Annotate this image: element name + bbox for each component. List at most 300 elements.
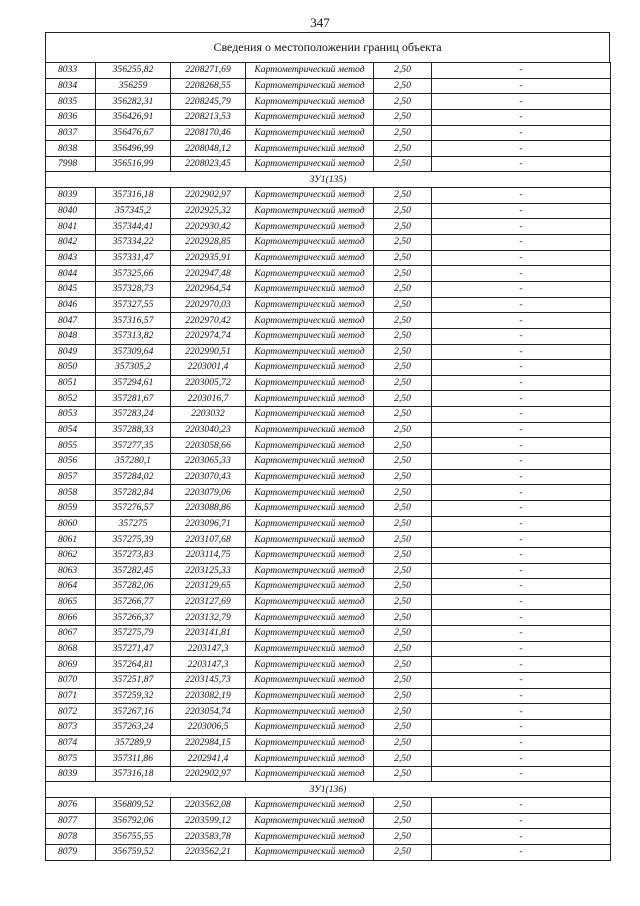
x-coordinate-cell: 357267,16 [96,704,171,720]
note-cell: - [432,375,611,391]
table-row [46,94,611,110]
y-coordinate-cell: 2203132,79 [171,610,246,626]
y-coordinate-cell: 2203145,73 [171,672,246,688]
x-coordinate-cell: 356516,99 [96,156,171,172]
point-id-cell: 8054 [46,422,96,438]
x-coordinate-cell: 357283,24 [96,407,171,423]
point-id-cell: 8073 [46,719,96,735]
note-cell: - [432,156,611,172]
x-coordinate-cell: 357289,9 [96,735,171,751]
note-cell: - [432,109,611,125]
precision-cell: 2,50 [374,532,432,548]
note-cell: - [432,516,611,532]
note-cell: - [432,610,611,626]
x-coordinate-cell: 357313,82 [96,328,171,344]
note-cell: - [432,78,611,94]
method-cell: Картометрический метод [246,203,374,219]
precision-cell: 2,50 [374,641,432,657]
point-id-cell: 8061 [46,532,96,548]
precision-cell: 2,50 [374,281,432,297]
table-row [46,391,611,407]
table-row [46,438,611,454]
x-coordinate-cell: 356809,52 [96,798,171,814]
table-row [46,516,611,532]
table-row [46,719,611,735]
table-row [46,250,611,266]
x-coordinate-cell: 357263,24 [96,719,171,735]
table-row [46,328,611,344]
precision-cell: 2,50 [374,485,432,501]
point-id-cell: 8069 [46,657,96,673]
section-label: ЗУ1(135) [46,172,611,188]
precision-cell: 2,50 [374,688,432,704]
precision-cell: 2,50 [374,266,432,282]
x-coordinate-cell: 357344,41 [96,219,171,235]
note-cell: - [432,344,611,360]
y-coordinate-cell: 2202990,51 [171,344,246,360]
note-cell: - [432,485,611,501]
note-cell: - [432,422,611,438]
point-id-cell: 8036 [46,109,96,125]
x-coordinate-cell: 357277,35 [96,438,171,454]
x-coordinate-cell: 357266,77 [96,594,171,610]
x-coordinate-cell: 357316,18 [96,766,171,782]
y-coordinate-cell: 2203001,4 [171,360,246,376]
table-row [46,313,611,329]
precision-cell: 2,50 [374,547,432,563]
method-cell: Картометрический метод [246,250,374,266]
note-cell: - [432,454,611,470]
note-cell: - [432,829,611,845]
y-coordinate-cell: 2203147,3 [171,657,246,673]
method-cell: Картометрический метод [246,500,374,516]
table-row [46,845,611,861]
x-coordinate-cell: 357328,73 [96,281,171,297]
y-coordinate-cell: 2203082,19 [171,688,246,704]
x-coordinate-cell: 357282,06 [96,579,171,595]
method-cell: Картометрический метод [246,94,374,110]
point-id-cell: 8065 [46,594,96,610]
point-id-cell: 8045 [46,281,96,297]
precision-cell: 2,50 [374,610,432,626]
precision-cell: 2,50 [374,407,432,423]
table-row [46,735,611,751]
precision-cell: 2,50 [374,109,432,125]
note-cell: - [432,532,611,548]
precision-cell: 2,50 [374,63,432,79]
y-coordinate-cell: 2202947,48 [171,266,246,282]
note-cell: - [432,266,611,282]
y-coordinate-cell: 2203054,74 [171,704,246,720]
y-coordinate-cell: 2203016,7 [171,391,246,407]
note-cell: - [432,328,611,344]
y-coordinate-cell: 2203006,5 [171,719,246,735]
y-coordinate-cell: 2203065,33 [171,454,246,470]
table-row [46,672,611,688]
table-row [46,532,611,548]
y-coordinate-cell: 2208268,55 [171,78,246,94]
table-row [46,813,611,829]
method-cell: Картометрический метод [246,469,374,485]
method-cell: Картометрический метод [246,360,374,376]
point-id-cell: 8039 [46,188,96,204]
note-cell: - [432,360,611,376]
table-row [46,766,611,782]
x-coordinate-cell: 356496,99 [96,141,171,157]
point-id-cell: 8068 [46,641,96,657]
y-coordinate-cell: 2202930,42 [171,219,246,235]
note-cell: - [432,672,611,688]
note-cell: - [432,438,611,454]
y-coordinate-cell: 2202925,32 [171,203,246,219]
note-cell: - [432,845,611,861]
method-cell: Картометрический метод [246,813,374,829]
x-coordinate-cell: 357311,86 [96,751,171,767]
y-coordinate-cell: 2203079,06 [171,485,246,501]
precision-cell: 2,50 [374,657,432,673]
point-id-cell: 8060 [46,516,96,532]
point-id-cell: 8043 [46,250,96,266]
precision-cell: 2,50 [374,469,432,485]
precision-cell: 2,50 [374,125,432,141]
y-coordinate-cell: 2203562,08 [171,798,246,814]
note-cell: - [432,125,611,141]
method-cell: Картометрический метод [246,454,374,470]
method-cell: Картометрический метод [246,313,374,329]
point-id-cell: 8058 [46,485,96,501]
section-row [46,782,611,798]
y-coordinate-cell: 2203129,65 [171,579,246,595]
table-row [46,344,611,360]
precision-cell: 2,50 [374,313,432,329]
x-coordinate-cell: 356282,31 [96,94,171,110]
method-cell: Картометрический метод [246,845,374,861]
x-coordinate-cell: 357271,47 [96,641,171,657]
point-id-cell: 8035 [46,94,96,110]
y-coordinate-cell: 2203032 [171,407,246,423]
table-row [46,469,611,485]
point-id-cell: 8040 [46,203,96,219]
point-id-cell: 8033 [46,63,96,79]
x-coordinate-cell: 357282,84 [96,485,171,501]
precision-cell: 2,50 [374,672,432,688]
method-cell: Картометрический метод [246,141,374,157]
precision-cell: 2,50 [374,328,432,344]
y-coordinate-cell: 2202964,54 [171,281,246,297]
note-cell: - [432,563,611,579]
point-id-cell: 8049 [46,344,96,360]
method-cell: Картометрический метод [246,109,374,125]
point-id-cell: 8075 [46,751,96,767]
note-cell: - [432,579,611,595]
note-cell: - [432,688,611,704]
point-id-cell: 8053 [46,407,96,423]
table-row [46,500,611,516]
precision-cell: 2,50 [374,78,432,94]
precision-cell: 2,50 [374,798,432,814]
y-coordinate-cell: 2203125,33 [171,563,246,579]
x-coordinate-cell: 357276,57 [96,500,171,516]
precision-cell: 2,50 [374,594,432,610]
x-coordinate-cell: 356755,55 [96,829,171,845]
method-cell: Картометрический метод [246,532,374,548]
note-cell: - [432,219,611,235]
table-row [46,485,611,501]
table-row [46,594,611,610]
note-cell: - [432,407,611,423]
method-cell: Картометрический метод [246,156,374,172]
precision-cell: 2,50 [374,344,432,360]
method-cell: Картометрический метод [246,438,374,454]
x-coordinate-cell: 357334,22 [96,235,171,251]
x-coordinate-cell: 357273,83 [96,547,171,563]
y-coordinate-cell: 2203147,3 [171,641,246,657]
y-coordinate-cell: 2203599,12 [171,813,246,829]
table-row [46,109,611,125]
x-coordinate-cell: 357309,64 [96,344,171,360]
y-coordinate-cell: 2203127,69 [171,594,246,610]
precision-cell: 2,50 [374,766,432,782]
y-coordinate-cell: 2203141,81 [171,626,246,642]
method-cell: Картометрический метод [246,657,374,673]
y-coordinate-cell: 2202902,97 [171,766,246,782]
precision-cell: 2,50 [374,813,432,829]
table-row [46,454,611,470]
y-coordinate-cell: 2203107,68 [171,532,246,548]
boundary-table [45,32,610,861]
x-coordinate-cell: 356759,52 [96,845,171,861]
table-row [46,422,611,438]
x-coordinate-cell: 357275,79 [96,626,171,642]
point-id-cell: 8042 [46,235,96,251]
coordinates-table [45,62,611,861]
table-row [46,375,611,391]
method-cell: Картометрический метод [246,766,374,782]
point-id-cell: 8048 [46,328,96,344]
method-cell: Картометрический метод [246,594,374,610]
y-coordinate-cell: 2208245,79 [171,94,246,110]
method-cell: Картометрический метод [246,125,374,141]
page-number: 347 [310,15,330,30]
x-coordinate-cell: 356476,67 [96,125,171,141]
point-id-cell: 8072 [46,704,96,720]
note-cell: - [432,297,611,313]
table-row [46,141,611,157]
method-cell: Картометрический метод [246,78,374,94]
table-row [46,407,611,423]
y-coordinate-cell: 2208170,46 [171,125,246,141]
method-cell: Картометрический метод [246,281,374,297]
point-id-cell: 8070 [46,672,96,688]
method-cell: Картометрический метод [246,391,374,407]
x-coordinate-cell: 357316,57 [96,313,171,329]
method-cell: Картометрический метод [246,485,374,501]
note-cell: - [432,751,611,767]
method-cell: Картометрический метод [246,422,374,438]
point-id-cell: 8064 [46,579,96,595]
y-coordinate-cell: 2203058,66 [171,438,246,454]
table-row [46,579,611,595]
note-cell: - [432,704,611,720]
x-coordinate-cell: 356255,82 [96,63,171,79]
y-coordinate-cell: 2202928,85 [171,235,246,251]
point-id-cell: 8038 [46,141,96,157]
point-id-cell: 8078 [46,829,96,845]
method-cell: Картометрический метод [246,297,374,313]
method-cell: Картометрический метод [246,829,374,845]
x-coordinate-cell: 357345,2 [96,203,171,219]
y-coordinate-cell: 2202902,97 [171,188,246,204]
table-row [46,641,611,657]
method-cell: Картометрический метод [246,579,374,595]
y-coordinate-cell: 2208271,69 [171,63,246,79]
precision-cell: 2,50 [374,219,432,235]
note-cell: - [432,500,611,516]
x-coordinate-cell: 357284,02 [96,469,171,485]
y-coordinate-cell: 2202974,74 [171,328,246,344]
y-coordinate-cell: 2208048,12 [171,141,246,157]
point-id-cell: 8052 [46,391,96,407]
point-id-cell: 8044 [46,266,96,282]
precision-cell: 2,50 [374,626,432,642]
point-id-cell: 8062 [46,547,96,563]
precision-cell: 2,50 [374,579,432,595]
note-cell: - [432,594,611,610]
point-id-cell: 8079 [46,845,96,861]
note-cell: - [432,188,611,204]
table-row [46,610,611,626]
x-coordinate-cell: 357282,45 [96,563,171,579]
x-coordinate-cell: 357280,1 [96,454,171,470]
method-cell: Картометрический метод [246,798,374,814]
point-id-cell: 8051 [46,375,96,391]
method-cell: Картометрический метод [246,704,374,720]
table-row [46,281,611,297]
point-id-cell: 7998 [46,156,96,172]
method-cell: Картометрический метод [246,547,374,563]
y-coordinate-cell: 2203005,72 [171,375,246,391]
point-id-cell: 8034 [46,78,96,94]
precision-cell: 2,50 [374,297,432,313]
point-id-cell: 8077 [46,813,96,829]
table-row [46,235,611,251]
precision-cell: 2,50 [374,188,432,204]
table-row [46,547,611,563]
method-cell: Картометрический метод [246,641,374,657]
x-coordinate-cell: 357275,39 [96,532,171,548]
table-row [46,688,611,704]
section-label: ЗУ1(136) [46,782,611,798]
precision-cell: 2,50 [374,94,432,110]
x-coordinate-cell: 357305,2 [96,360,171,376]
y-coordinate-cell: 2203088,86 [171,500,246,516]
point-id-cell: 8071 [46,688,96,704]
table-title: Сведения о местоположении границ объекта [45,32,610,62]
table-row [46,203,611,219]
point-id-cell: 8046 [46,297,96,313]
x-coordinate-cell: 356259 [96,78,171,94]
table-row [46,626,611,642]
note-cell: - [432,203,611,219]
table-row [46,188,611,204]
point-id-cell: 8067 [46,626,96,642]
point-id-cell: 8056 [46,454,96,470]
method-cell: Картометрический метод [246,751,374,767]
precision-cell: 2,50 [374,454,432,470]
table-row [46,798,611,814]
point-id-cell: 8063 [46,563,96,579]
precision-cell: 2,50 [374,156,432,172]
table-body [46,63,611,861]
precision-cell: 2,50 [374,375,432,391]
note-cell: - [432,641,611,657]
x-coordinate-cell: 357294,61 [96,375,171,391]
point-id-cell: 8057 [46,469,96,485]
note-cell: - [432,547,611,563]
point-id-cell: 8039 [46,766,96,782]
precision-cell: 2,50 [374,391,432,407]
x-coordinate-cell: 357259,32 [96,688,171,704]
method-cell: Картометрический метод [246,63,374,79]
x-coordinate-cell: 357325,66 [96,266,171,282]
method-cell: Картометрический метод [246,219,374,235]
precision-cell: 2,50 [374,829,432,845]
x-coordinate-cell: 357251,87 [96,672,171,688]
point-id-cell: 8047 [46,313,96,329]
x-coordinate-cell: 357331,47 [96,250,171,266]
y-coordinate-cell: 2202984,15 [171,735,246,751]
precision-cell: 2,50 [374,422,432,438]
note-cell: - [432,250,611,266]
x-coordinate-cell: 357281,67 [96,391,171,407]
precision-cell: 2,50 [374,563,432,579]
table-row [46,63,611,79]
x-coordinate-cell: 356792,06 [96,813,171,829]
note-cell: - [432,313,611,329]
precision-cell: 2,50 [374,438,432,454]
note-cell: - [432,235,611,251]
method-cell: Картометрический метод [246,688,374,704]
note-cell: - [432,281,611,297]
precision-cell: 2,50 [374,500,432,516]
table-row [46,297,611,313]
point-id-cell: 8050 [46,360,96,376]
x-coordinate-cell: 357264,81 [96,657,171,673]
point-id-cell: 8076 [46,798,96,814]
note-cell: - [432,63,611,79]
method-cell: Картометрический метод [246,516,374,532]
method-cell: Картометрический метод [246,735,374,751]
y-coordinate-cell: 2208213,53 [171,109,246,125]
note-cell: - [432,766,611,782]
y-coordinate-cell: 2202970,42 [171,313,246,329]
y-coordinate-cell: 2202935,91 [171,250,246,266]
precision-cell: 2,50 [374,719,432,735]
method-cell: Картометрический метод [246,407,374,423]
method-cell: Картометрический метод [246,610,374,626]
note-cell: - [432,141,611,157]
y-coordinate-cell: 2203114,75 [171,547,246,563]
table-row [46,704,611,720]
y-coordinate-cell: 2203070,43 [171,469,246,485]
method-cell: Картометрический метод [246,188,374,204]
table-row [46,360,611,376]
y-coordinate-cell: 2202970,03 [171,297,246,313]
method-cell: Картометрический метод [246,375,374,391]
point-id-cell: 8066 [46,610,96,626]
precision-cell: 2,50 [374,516,432,532]
note-cell: - [432,94,611,110]
